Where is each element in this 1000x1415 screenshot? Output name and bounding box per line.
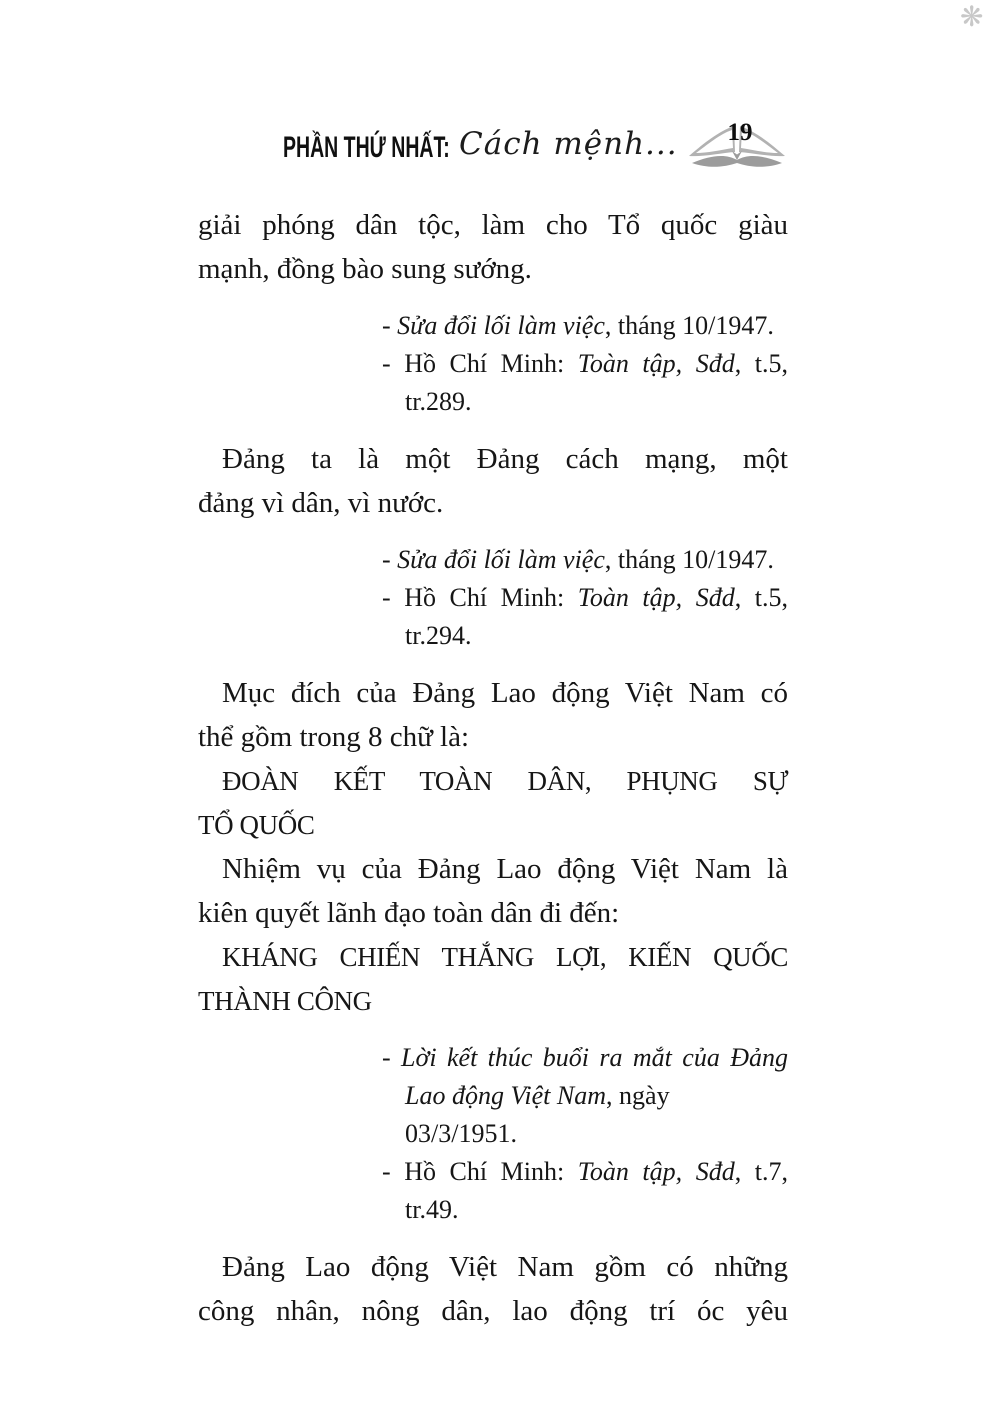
section-title-script: Cách mệnh... (459, 126, 678, 162)
page-number: 19 (727, 119, 753, 146)
text-segment: , t.5, (734, 349, 788, 378)
text-line (198, 759, 788, 803)
page-number-badge (686, 118, 788, 174)
text-segment: - (382, 545, 398, 574)
text-segment: THÀNH CÔNG (198, 986, 372, 1016)
paragraph (198, 671, 788, 1023)
text-line (198, 247, 788, 291)
italic-text-segment: Sửa đổi lối làm việc (397, 311, 605, 340)
text-segment: công nhân, nông dân, lao động trí óc yêu (198, 1295, 788, 1327)
text-line (382, 541, 788, 579)
citation-block (382, 1039, 788, 1229)
text-segment: đảng vì dân, vì nước. (198, 487, 444, 519)
text-line (198, 1245, 788, 1289)
italic-text-segment: Lao động Việt Nam (405, 1081, 607, 1110)
text-segment: giải phóng dân tộc, làm cho Tổ quốc giàu (198, 209, 788, 241)
text-line (382, 579, 788, 617)
text-line (382, 1077, 788, 1153)
section-label: PHẦN THỨ NHẤT: (283, 131, 450, 164)
text-line (198, 715, 788, 759)
paragraph (198, 203, 788, 291)
italic-text-segment: Sửa đổi lối làm việc (397, 545, 605, 574)
italic-text-segment: Lời kết thúc buổi ra mắt của Đảng (401, 1043, 788, 1072)
text-segment: TỔ QUỐC (198, 810, 315, 840)
text-segment: tr.294. (405, 621, 472, 650)
text-segment: ĐOÀN KẾT TOÀN DÂN, PHỤNG SỰ (222, 766, 788, 796)
text-line (382, 1191, 788, 1229)
text-segment: KHÁNG CHIẾN THẮNG LỢI, KIẾN QUỐC (222, 942, 788, 972)
text-line (382, 307, 788, 345)
italic-text-segment: Toàn tập, Sđd (577, 1157, 735, 1186)
text-line (198, 847, 788, 891)
paragraph (198, 437, 788, 525)
text-line (382, 1039, 788, 1077)
text-line (198, 979, 788, 1023)
text-segment: - Hồ Chí Minh: (382, 1157, 578, 1186)
paragraph (198, 1245, 788, 1333)
flower-asterisk-icon: ❋ (960, 0, 984, 33)
text-segment: , t.5, (734, 583, 788, 612)
text-segment: , tháng 10/1947. (604, 311, 774, 340)
text-line (382, 1153, 788, 1191)
text-line (198, 481, 788, 525)
citation-block (382, 541, 788, 655)
citation-block (382, 307, 788, 421)
text-segment: thể gồm trong 8 chữ là: (198, 721, 470, 753)
text-line (198, 671, 788, 715)
text-line (198, 1289, 788, 1333)
page-content (198, 203, 788, 1333)
text-segment: Mục đích của Đảng Lao động Việt Nam có (222, 677, 788, 709)
text-line (382, 617, 788, 655)
text-segment: - Hồ Chí Minh: (382, 349, 578, 378)
text-line (198, 935, 788, 979)
text-line (198, 437, 788, 481)
text-segment: , ngày 03/3/1951. (405, 1081, 670, 1148)
italic-text-segment: Toàn tập, Sđd (577, 349, 735, 378)
text-segment: , t.7, (734, 1157, 788, 1186)
text-line (198, 803, 788, 847)
text-segment: Đảng ta là một Đảng cách mạng, một (222, 443, 788, 475)
text-line (382, 383, 788, 421)
text-segment: mạnh, đồng bào sung sướng. (198, 253, 532, 285)
text-segment: kiên quyết lãnh đạo toàn dân đi đến: (198, 897, 620, 929)
text-segment: - Hồ Chí Minh: (382, 583, 578, 612)
text-line (382, 345, 788, 383)
text-segment: - (382, 1043, 402, 1072)
text-segment: - (382, 311, 398, 340)
italic-text-segment: Toàn tập, Sđd (577, 583, 735, 612)
text-segment: , tháng 10/1947. (604, 545, 774, 574)
text-segment: tr.289. (405, 387, 472, 416)
text-segment: Nhiệm vụ của Đảng Lao động Việt Nam là (222, 853, 788, 885)
text-line (198, 203, 788, 247)
text-line (198, 891, 788, 935)
text-segment: Đảng Lao động Việt Nam gồm có những (222, 1251, 788, 1283)
text-segment: tr.49. (405, 1195, 459, 1224)
